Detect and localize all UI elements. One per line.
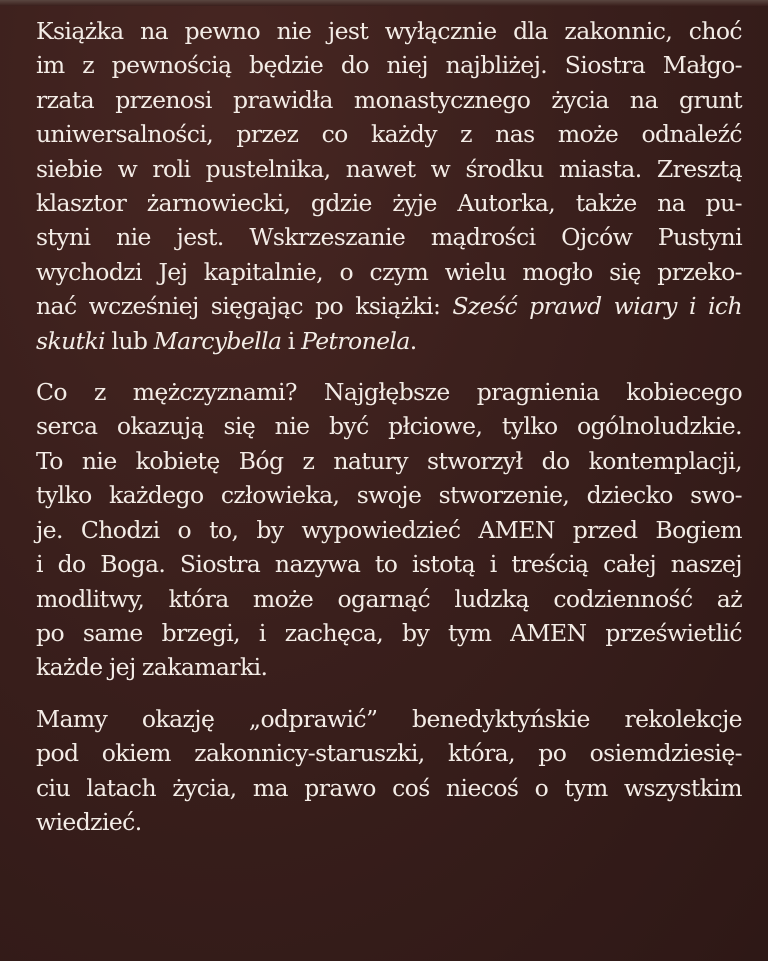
book-title-italic: Petronela — [301, 326, 410, 355]
blurb-text — [36, 14, 742, 856]
text-segment: i — [281, 326, 302, 355]
paragraph-2 — [36, 375, 742, 685]
text-line — [36, 289, 742, 323]
paragraph-1 — [36, 14, 742, 358]
text-line: je. Chodzi o to, by wypowiedzieć AMEN przed Bogiem — [36, 515, 742, 544]
text-line: po same brzegi, i zachęca, by tym AMEN prześwietlić — [36, 618, 742, 647]
book-title-italic: skutki — [36, 326, 106, 355]
text-line: im z pewnością będzie do niej najbliżej. Siostra Małgo- — [36, 51, 742, 80]
text-line: siebie w roli pustelnika, nawet w środku miasta. Zresztą — [36, 154, 742, 183]
text-line: tylko każdego człowieka, swoje stworzenie, dziecko swo- — [36, 481, 742, 510]
text-segment: . — [409, 326, 417, 355]
text-line: i do Boga. Siostra nazywa to istotą i treścią całej naszej — [36, 550, 742, 579]
cover-top-edge — [0, 0, 768, 6]
text-line: To nie kobietę Bóg z natury stworzył do kontemplacji, — [36, 446, 742, 475]
text-line — [36, 324, 742, 358]
text-line: uniwersalności, przez co każdy z nas może odnaleźć — [36, 120, 742, 149]
paragraph-3 — [36, 702, 742, 840]
text-line: Co z mężczyznami? Najgłębsze pragnienia kobiecego — [36, 378, 742, 407]
book-title-italic: Sześć prawd wiary i ich — [452, 292, 742, 321]
text-line: Książka na pewno nie jest wyłącznie dla zakonnic, choć — [36, 17, 742, 45]
book-title-italic: Marcybella — [153, 326, 282, 355]
text-line: klasztor żarnowiecki, gdzie żyje Autorka, także na pu- — [36, 189, 742, 218]
text-line: modlitwy, która może ogarnąć ludzką codzienność aż — [36, 584, 742, 613]
text-line: ciu latach życia, ma prawo coś niecoś o tym wszystkim — [36, 773, 742, 802]
text-line: serca okazują się nie być płciowe, tylko ogólnoludzkie. — [36, 412, 742, 441]
text-line: każde jej zakamarki. — [36, 653, 268, 682]
text-segment: lub — [105, 326, 154, 355]
text-line: Mamy okazję „odprawić” benedyktyńskie rekolekcje — [36, 704, 742, 733]
text-line: wychodzi Jej kapitalnie, o czym wielu mogło się przeko- — [36, 257, 742, 286]
text-line: wiedzieć. — [36, 807, 142, 836]
text-line: pod okiem zakonnicy-staruszki, która, po osiemdziesię- — [36, 739, 742, 768]
text-segment: nać wcześniej sięgając po książki: — [36, 292, 453, 321]
text-line: rzata przenosi prawidła monastycznego życia na grunt — [36, 85, 742, 114]
text-line: styni nie jest. Wskrzeszanie mądrości Ojców Pustyni — [36, 223, 742, 252]
